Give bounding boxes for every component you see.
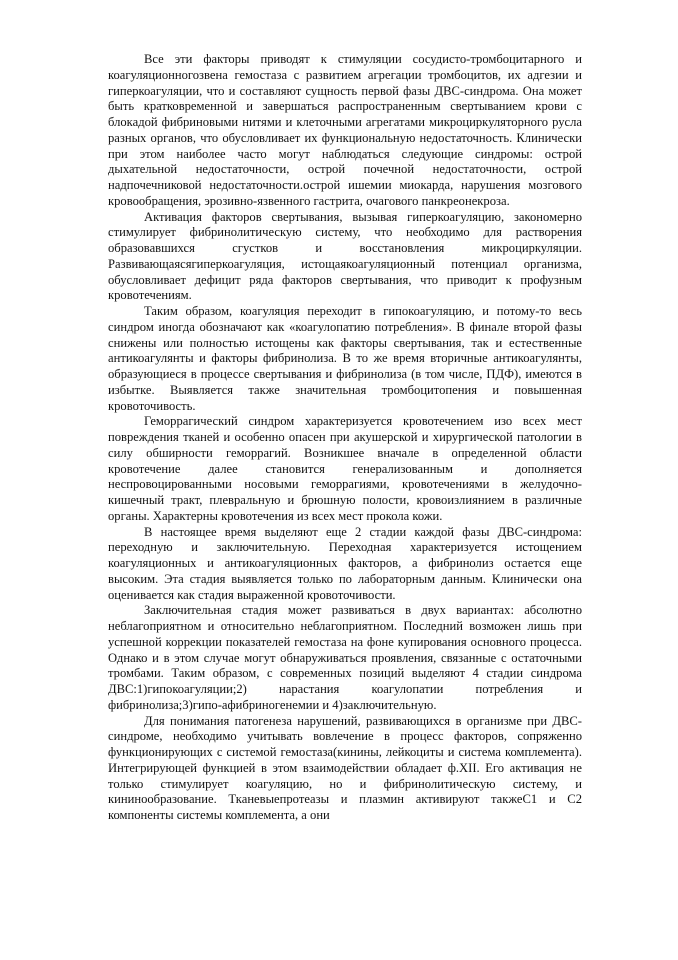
paragraph: Геморрагический синдром характеризуется кровотечением изо всех мест повреждения тканей и особенно опасен при акушерской и хирургической патологии в силу обширности геморрагий. Возникшее вначале в определенной области кровотечение далее становится генерализованным и дополняется неспровоцированными носовыми геморрагиями, кровотечениями в желудочно-кишечный тракт, плевральную и брюшную полости, кровоизлиянием в различные органы. Характерны кровотечения из всех мест прокола кожи. [108,414,582,523]
paragraph: Для понимания патогенеза нарушений, развивающихся в организме при ДВС-синдроме, необходимо учитывать вовлечение в процесс факторов, сопряженно функционирующих с системой гемостаза(кинины, лейкоциты и система комплемента). Интегрирующей функцией в этом взаимодействии обладает ф.XII. Его активация не только стимулирует коагуляцию, но и фибринолитическую систему, и кининообразование. Тканевыепротеазы и плазмин активируют такжеС1 и С2 компоненты системы комплемента, а они [108,713,582,822]
document-page [108,52,582,824]
paragraph: Таким образом, коагуляция переходит в гипокоагуляцию, и потому-то весь синдром иногда обозначают как «коагулопатию потребления». В финале второй фазы снижены или полностью истощены как факторы свертывания, так и естественные антикоагулянты и факторы фибринолиза. В то же время вторичные антикоагулянты, образующиеся в процессе свертывания и фибринолиза (в том числе, ПДФ), имеются в избытке. Выявляется также значительная тромбоцитопения и повышенная кровоточивость. [108,304,582,413]
paragraph: Заключительная стадия может развиваться в двух вариантах: абсолютно неблагоприятном и относительно неблагоприятном. Последний возможен лишь при успешной коррекции показателей гемостаза на фоне купирования основного процесса. Однако и в этом случае могут обнаруживаться проявления, связанные с остаточными тромбами. Таким образом, с современных позиций выделяют 4 стадии синдрома ДВС:1)гипокоагуляции;2) нарастания коагулопатии потребления и фибринолиза;3)гипо-афибриногенемии и 4)заключительную. [108,603,582,712]
paragraph: Активация факторов свертывания, вызывая гиперкоагуляцию, закономерно стимулирует фибринолитическую систему, что необходимо для растворения образовавшихся сгустков и восстановления микроциркуляции. Развивающаясягиперкоагуляция, истощаякоагуляционный потенциал организма, обусловливает дефицит ряда факторов свертывания, что приводит к профузным кровотечениям. [108,209,582,303]
paragraph: В настоящее время выделяют еще 2 стадии каждой фазы ДВС-синдрома: переходную и заключительную. Переходная характеризуется истощением коагуляционных и антикоагуляционных факторов, а фибринолиз остается еще высоким. Эта стадия выявляется только по лабораторным данным. Клинически она оценивается как стадия выраженной кровоточивости. [108,524,582,602]
paragraph: Все эти факторы приводят к стимуляции сосудисто-тромбоцитарного и коагуляционногозвена гемостаза с развитием агрегации тромбоцитов, их адгезии и гиперкоагуляции, что и составляют сущность первой фазы ДВС-синдрома. Она может быть кратковременной и завершаться распространенным свертыванием крови с блокадой фибриновыми нитями и клеточными агрегатами микроциркуляторного русла разных органов, что обусловливает их функциональную недостаточность. Клинически при этом наиболее часто могут наблюдаться следующие синдромы: острой дыхательной недостаточности, острой почечной недостаточности, острой надпочечниковой недостаточности.острой ишемии миокарда, нарушения мозгового кровообращения, эрозивно-язвенного гастрита, очагового панкреонекроза. [108,52,582,208]
